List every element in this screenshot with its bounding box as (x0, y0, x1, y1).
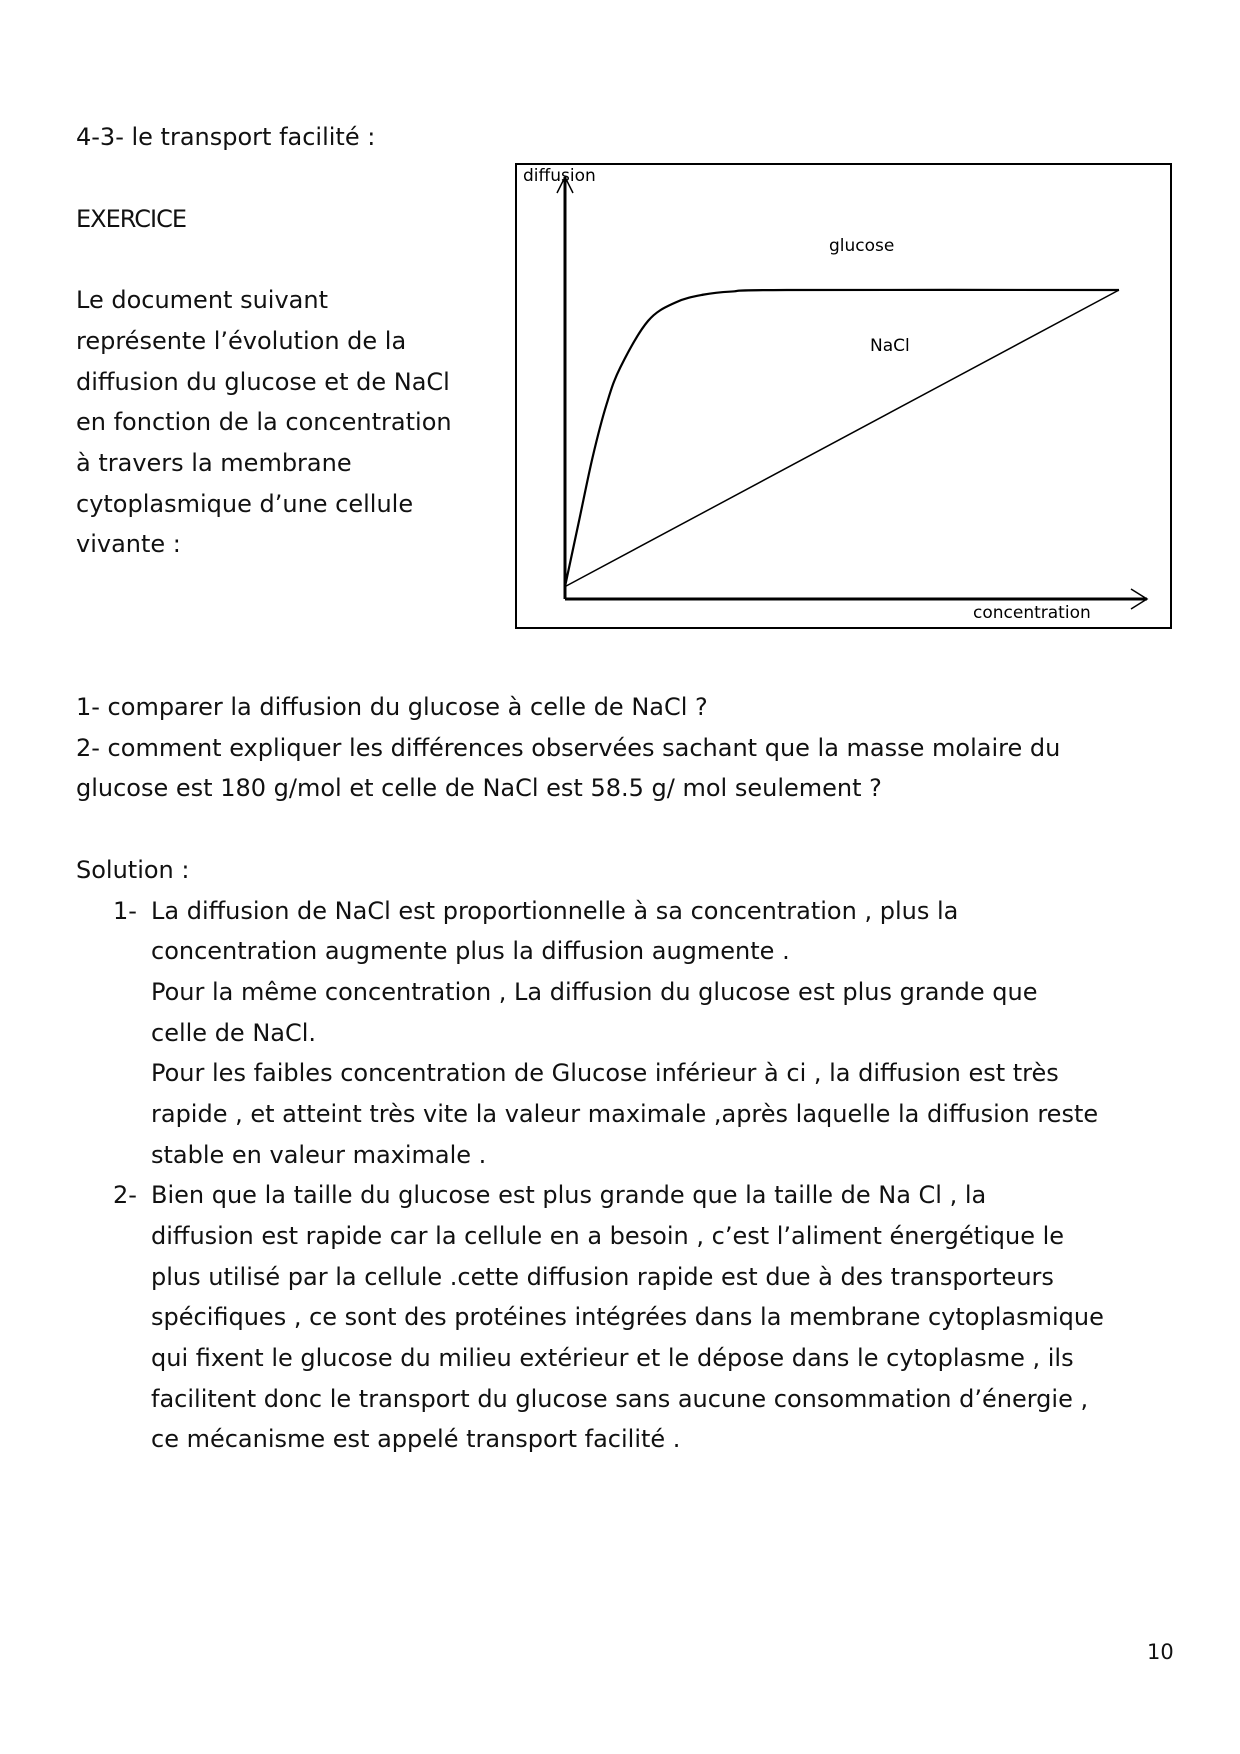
solution-2-line: facilitent donc le transport du glucose sans aucune consommation d’énergie , (151, 1385, 1089, 1413)
intro-line: à travers la membrane (76, 449, 352, 477)
solution-heading: Solution : (76, 856, 190, 884)
solution-1-line: rapide , et atteint très vite la valeur maximale ,après laquelle la diffusion reste (151, 1100, 1099, 1128)
solution-1-number: 1- (113, 897, 137, 925)
solution-1-line: La diffusion de NaCl est proportionnelle à sa concentration , plus la (151, 897, 959, 925)
section-title: 4-3- le transport facilité : (76, 123, 376, 151)
intro-line: diffusion du glucose et de NaCl (76, 368, 450, 396)
solution-1-line: stable en valeur maximale . (151, 1141, 487, 1169)
page-number: 10 (1147, 1640, 1174, 1664)
question-2-cont: glucose est 180 g/mol et celle de NaCl est 58.5 g/ mol seulement ? (76, 774, 882, 802)
solution-2-line: diffusion est rapide car la cellule en a besoin , c’est l’aliment énergétique le (151, 1222, 1065, 1250)
solution-1-line: concentration augmente plus la diffusion augmente . (151, 937, 790, 965)
solution-2-line: plus utilisé par la cellule .cette diffusion rapide est due à des transporteurs (151, 1263, 1054, 1291)
solution-2-line: ce mécanisme est appelé transport facilité . (151, 1425, 681, 1453)
solution-2-number: 2- (113, 1181, 137, 1209)
solution-2-line: Bien que la taille du glucose est plus grande que la taille de Na Cl , la (151, 1181, 987, 1209)
exercise-heading: EXERCICE (76, 205, 187, 233)
x-axis-label: concentration (973, 603, 1091, 623)
diffusion-chart (515, 163, 1172, 629)
intro-line: en fonction de la concentration (76, 408, 452, 436)
question-2: 2- comment expliquer les différences observées sachant que la masse molaire du (76, 734, 1061, 762)
solution-1-line: celle de NaCl. (151, 1019, 317, 1047)
question-1: 1- comparer la diffusion du glucose à celle de NaCl ? (76, 693, 708, 721)
intro-line: Le document suivant (76, 286, 328, 314)
intro-line: vivante : (76, 530, 181, 558)
intro-line: représente l’évolution de la (76, 327, 407, 355)
series-label-nacl: NaCl (870, 336, 910, 356)
solution-2-line: spécifiques , ce sont des protéines intégrées dans la membrane cytoplasmique (151, 1303, 1104, 1331)
solution-1-line: Pour la même concentration , La diffusion du glucose est plus grande que (151, 978, 1038, 1006)
y-axis-label: diffusion (523, 166, 596, 186)
series-label-glucose: glucose (829, 236, 895, 256)
series-line-nacl (565, 290, 1119, 587)
chart-svg (517, 165, 1170, 627)
intro-line: cytoplasmique d’une cellule (76, 490, 414, 518)
solution-1-line: Pour les faibles concentration de Glucose inférieur à ci , la diffusion est très (151, 1059, 1059, 1087)
solution-2-line: qui fixent le glucose du milieu extérieur et le dépose dans le cytoplasme , ils (151, 1344, 1074, 1372)
